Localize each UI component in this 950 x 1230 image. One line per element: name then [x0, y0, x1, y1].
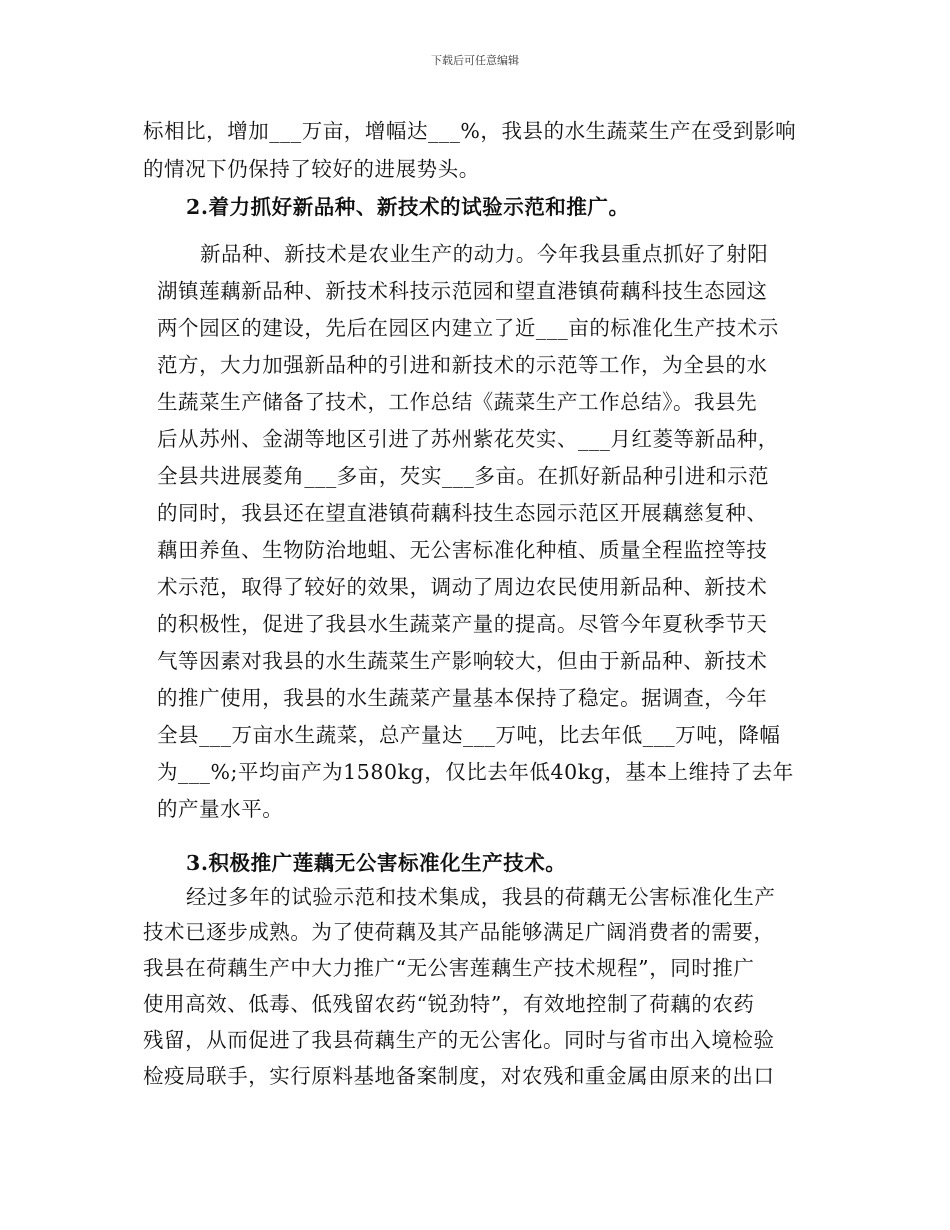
paragraph-line: 残留，从而促进了我县荷藕生产的无公害化。同时与省市出入境检验 — [143, 1028, 775, 1052]
paragraph-line: 的产量水平。 — [157, 797, 284, 821]
paragraph-line: 的同时，我县还在望直港镇荷藕科技生态园示范区开展藕慈复种、 — [157, 501, 768, 525]
paragraph-line: 后从苏州、金湖等地区引进了苏州紫花芡实、___月红菱等新品种， — [157, 427, 779, 451]
paragraph-line: 全县共进展菱角___多亩，芡实___多亩。在抓好新品种引进和示范 — [157, 464, 770, 488]
paragraph-line: 使用高效、低毒、低残留农药“锐劲特”，有效地控制了荷藕的农药 — [143, 992, 755, 1016]
paragraph-line: 经过多年的试验示范和技术集成，我县的荷藕无公害标准化生产 — [186, 885, 776, 909]
paragraph-line: 的情况下仍保持了较好的进展势头。 — [143, 157, 480, 181]
paragraph-line: 气等因素对我县的水生蔬菜生产影响较大，但由于新品种、新技术 — [157, 649, 768, 673]
paragraph-line: 两个园区的建设，先后在园区内建立了近___亩的标准化生产技术示 — [157, 316, 779, 340]
paragraph-line: 为___%;平均亩产为1580kg，仅比去年低40kg，基本上维持了去年 — [157, 760, 794, 784]
paragraph-line: 全县___万亩水生蔬菜，总产量达___万吨，比去年低___万吨，降幅 — [157, 723, 781, 747]
paragraph-line: 检疫局联手，实行原料基地备案制度，对农残和重金属由原来的出口 — [143, 1064, 775, 1088]
section-heading: 2.着力抓好新品种、新技术的试验示范和推广。 — [186, 195, 630, 219]
paragraph-line: 生蔬菜生产储备了技术，工作总结《蔬菜生产工作总结》。我县先 — [157, 390, 758, 414]
section-heading: 3.积极推广莲藕无公害标准化生产技术。 — [186, 851, 567, 875]
paragraph-line: 标相比，增加___万亩，增幅达___%，我县的水生蔬菜生产在受到影响 — [143, 119, 797, 143]
page-header: 下载后可任意编辑 — [431, 54, 519, 67]
paragraph-line: 湖镇莲藕新品种、新技术科技示范园和望直港镇荷藕科技生态园这 — [157, 279, 768, 303]
paragraph-line: 范方，大力加强新品种的引进和新技术的示范等工作，为全县的水 — [157, 353, 768, 377]
paragraph-line: 技术已逐步成熟。为了使荷藕及其产品能够满足广阔消费者的需要， — [143, 920, 775, 944]
paragraph-line: 的推广使用，我县的水生蔬菜产量基本保持了稳定。据调查，今年 — [157, 686, 768, 710]
paragraph-line: 我县在荷藕生产中大力推广“无公害莲藕生产技术规程”，同时推广 — [143, 956, 755, 980]
paragraph-line: 术示范，取得了较好的效果，调动了周边农民使用新品种、新技术 — [157, 575, 768, 599]
paragraph-line: 的积极性，促进了我县水生蔬菜产量的提高。尽管今年夏秋季节天 — [157, 612, 768, 636]
paragraph-line: 藕田养鱼、生物防治地蛆、无公害标准化种植、质量全程监控等技 — [157, 538, 768, 562]
paragraph-line: 新品种、新技术是农业生产的动力。今年我县重点抓好了射阳 — [200, 242, 769, 266]
